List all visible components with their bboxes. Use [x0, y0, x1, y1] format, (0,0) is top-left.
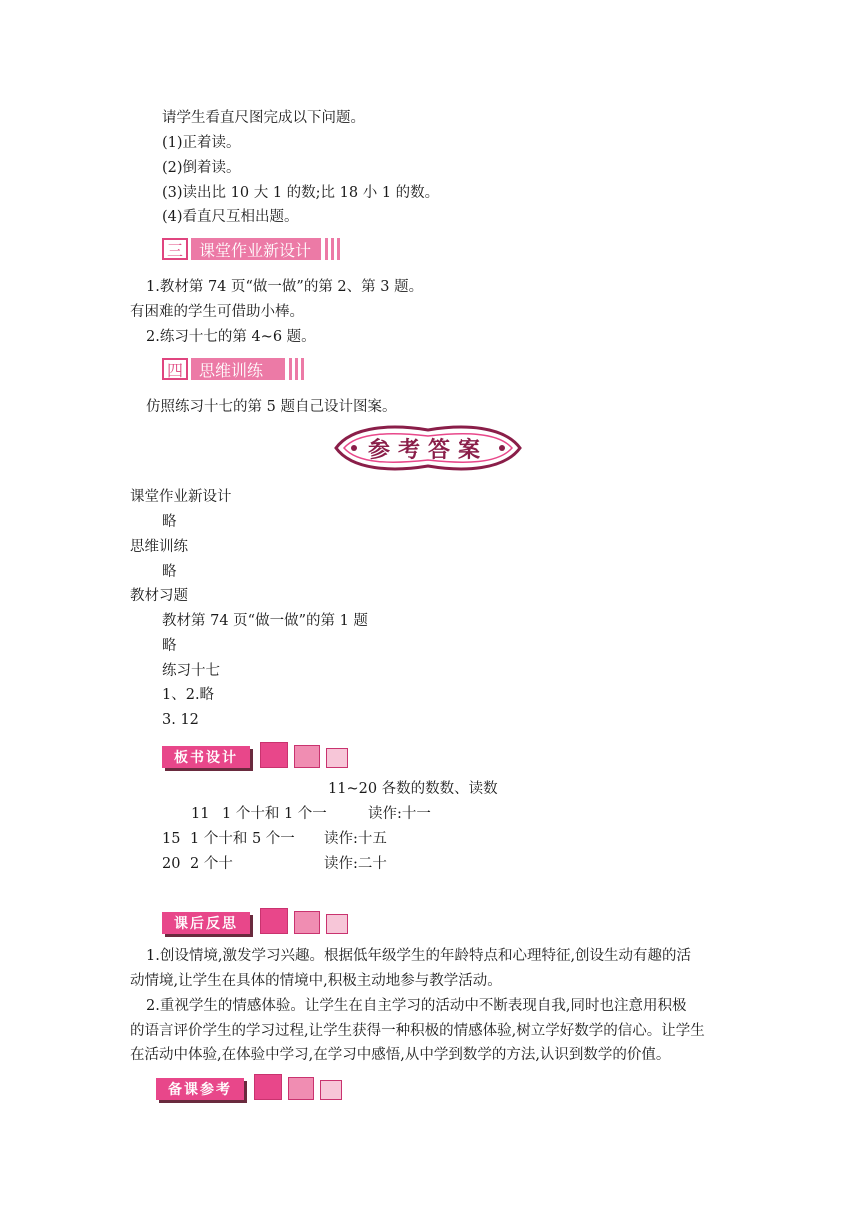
section-title: 课堂作业新设计: [191, 238, 321, 260]
square-decoration: [254, 1074, 282, 1100]
stripes-decoration: [325, 238, 343, 260]
homework-line-1: 1.教材第 74 页“做一做”的第 2、第 3 题。: [146, 279, 424, 295]
board-row-num: 20: [162, 856, 181, 872]
reflection-p2-line: 的语言评价学生的学习过程,让学生获得一种积极的情感体验,树立学好数学的信心。让学生: [130, 1023, 705, 1039]
homework-line-2: 有困难的学生可借助小棒。: [130, 304, 304, 320]
answer-text: 略: [162, 514, 177, 530]
board-row-read: 读作:二十: [324, 856, 387, 872]
section-title: 思维训练: [191, 358, 285, 380]
answer-title-ornament: [332, 420, 524, 476]
section-3-banner: [162, 236, 343, 262]
answer-text: 3. 12: [162, 712, 199, 728]
answer-text: 练习十七: [162, 663, 220, 679]
question-2: (2)倒着读。: [162, 160, 241, 176]
stripes-decoration: [289, 358, 307, 380]
answer-heading: 课堂作业新设计: [130, 489, 232, 505]
square-decoration: [294, 911, 320, 934]
board-row-num: 11: [191, 806, 210, 822]
reflection-banner: [162, 904, 348, 934]
board-row-desc: 1 个十和 5 个一: [190, 831, 295, 847]
board-row-desc: 2 个十: [190, 856, 233, 872]
board-row-desc: 1 个十和 1 个一: [222, 806, 327, 822]
reflection-p2-line: 在活动中体验,在体验中学习,在学习中感悟,从中学到数学的方法,认识到数学的价值。: [130, 1047, 671, 1063]
question-4: (4)看直尺互相出题。: [162, 209, 299, 225]
section-4-banner: [162, 356, 307, 382]
square-decoration: [326, 748, 348, 768]
board-row-read: 读作:十一: [368, 806, 431, 822]
reflection-p1-line: 动情境,让学生在具体的情境中,积极主动地参与教学活动。: [130, 973, 502, 989]
square-decoration: [294, 745, 320, 768]
board-title: 11~20 各数的数数、读数: [328, 781, 498, 797]
answer-title: 参考答案: [367, 436, 488, 463]
prep-reference-label: 备课参考: [156, 1078, 244, 1100]
instruction-line: 请学生看直尺图完成以下问题。: [162, 110, 365, 126]
square-decoration: [320, 1080, 342, 1100]
question-3: (3)读出比 10 大 1 的数;比 18 小 1 的数。: [162, 185, 440, 201]
board-design-label: 板书设计: [162, 746, 250, 768]
square-decoration: [288, 1077, 314, 1100]
answer-text: 教材第 74 页“做一做”的第 1 题: [162, 613, 368, 629]
answer-text: 略: [162, 638, 177, 654]
reflection-p1-line: 1.创设情境,激发学习兴趣。根据低年级学生的年龄特点和心理特征,创设生动有趣的活: [146, 948, 692, 964]
reflection-label: 课后反思: [162, 912, 250, 934]
board-row-num: 15: [162, 831, 181, 847]
section-number: 三: [162, 238, 188, 260]
square-decoration: [260, 742, 288, 768]
thinking-line: 仿照练习十七的第 5 题自己设计图案。: [146, 399, 397, 415]
answer-text: 略: [162, 564, 177, 580]
reflection-p2-line: 2.重视学生的情感体验。让学生在自主学习的活动中不断表现自我,同时也注意用积极: [146, 998, 687, 1014]
section-number: 四: [162, 358, 188, 380]
homework-line-3: 2.练习十七的第 4~6 题。: [146, 329, 316, 345]
answer-text: 1、2.略: [162, 687, 215, 703]
answer-heading: 思维训练: [130, 539, 188, 555]
answer-heading: 教材习题: [130, 588, 188, 604]
prep-reference-banner: [156, 1070, 342, 1100]
board-design-banner: [162, 738, 348, 768]
question-1: (1)正着读。: [162, 135, 241, 151]
square-decoration: [326, 914, 348, 934]
board-row-read: 读作:十五: [324, 831, 387, 847]
square-decoration: [260, 908, 288, 934]
